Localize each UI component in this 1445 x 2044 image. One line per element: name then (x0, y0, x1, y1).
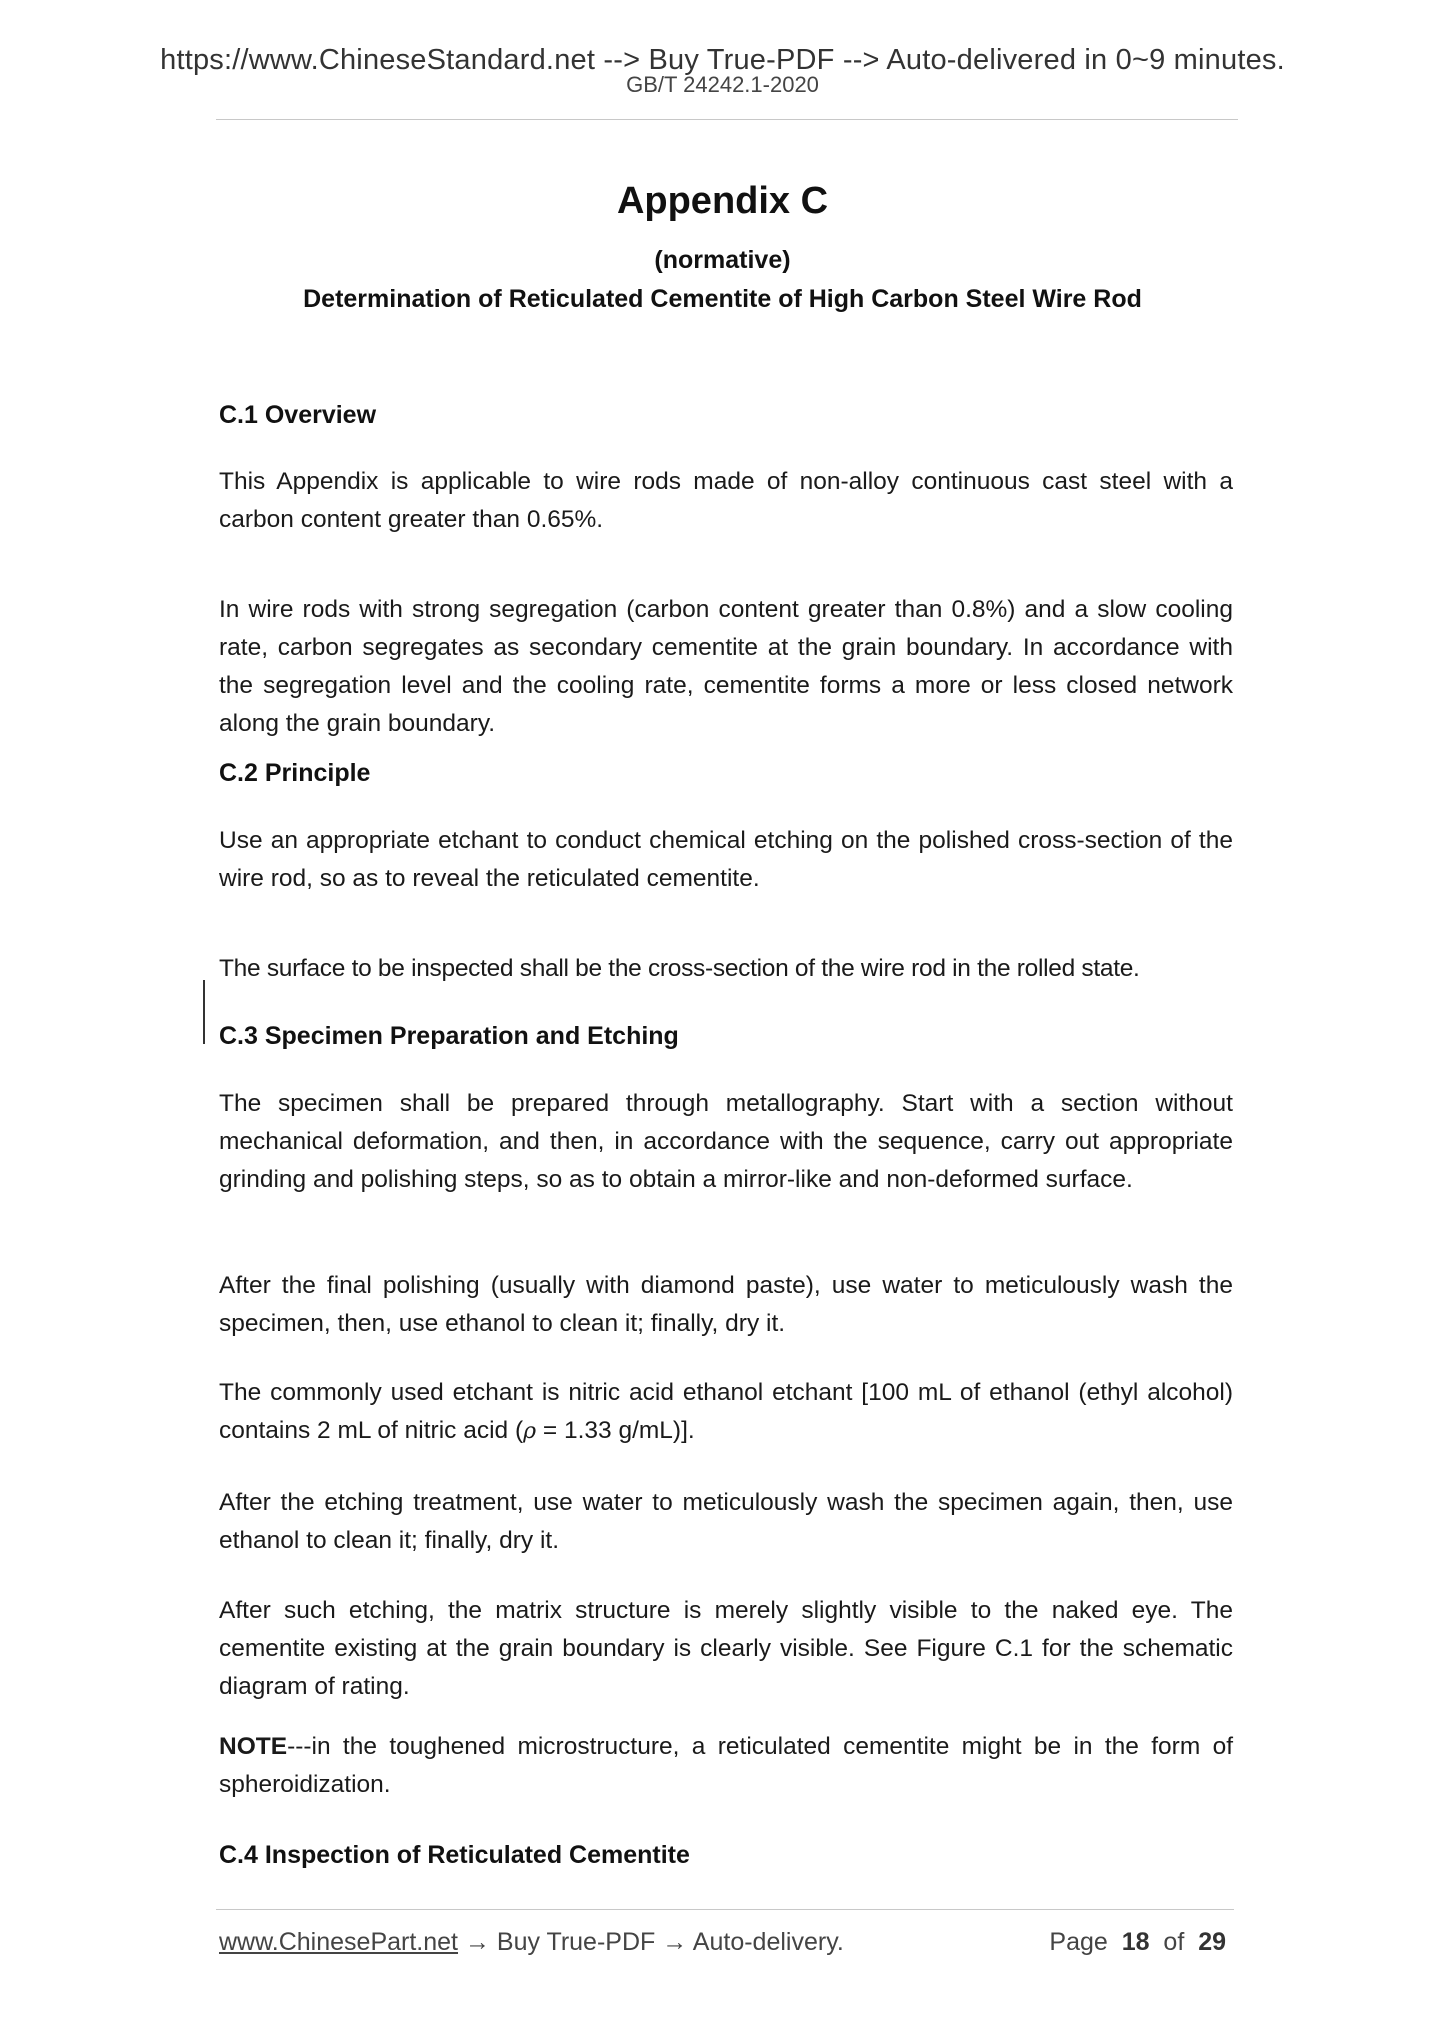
paragraph-c3-4: After the etching treatment, use water to meticulously wash the specimen again, then, use ethanol to clean it; finally, dry it. (219, 1489, 1233, 1554)
page-total: 29 (1198, 1928, 1226, 1956)
note-label: NOTE (219, 1733, 288, 1760)
paragraph-c2-1: Use an appropriate etchant to conduct chemical etching on the polished cross-section of the wire rod, so as to reveal the reticulated cementite. (219, 827, 1233, 892)
footer-promo (219, 1928, 844, 1957)
density-symbol: ρ (523, 1419, 537, 1444)
heading-c4: C.4 Inspection of Reticulated Cementite (219, 1841, 690, 1869)
note-text: ---in the toughened microstructure, a reticulated cementite might be in the form of spheroidization. (219, 1733, 1233, 1798)
paragraph-c3-2: After the final polishing (usually with diamond paste), use water to meticulously wash the specimen, then, use ethanol to clean it; finally, dry it. (219, 1272, 1233, 1337)
paragraph-c3-1: The specimen shall be prepared through metallography. Start with a section without mechanical deformation, and then, in accordance with the sequence, carry out appropriate grinding and polishing steps, so as to obtain a mirror-like and non-deformed surface. (219, 1090, 1233, 1193)
source-banner: https://www.ChineseStandard.net --> Buy True-PDF --> Auto-delivered in 0~9 minutes. (160, 44, 1285, 76)
chinesepart-link[interactable]: www.ChinesePart.net (219, 1928, 459, 1956)
header-divider (216, 119, 1238, 120)
appendix-type: (normative) (654, 246, 791, 274)
paragraph-c3-5: After such etching, the matrix structure is merely slightly visible to the naked eye. The cementite existing at the grain boundary is clearly visible. See Figure C.1 for the schematic diagram of rating. (219, 1597, 1233, 1700)
etchant-text-start: The commonly used etchant is nitric acid ethanol etchant [100 mL of ethanol (ethyl alcohol) contains 2 mL of nitric acid ( (219, 1379, 1233, 1444)
revision-change-bar (203, 980, 205, 1044)
page-of-label: of (1163, 1928, 1185, 1956)
paragraph-c1-1: This Appendix is applicable to wire rods made of non-alloy continuous cast steel with a carbon content greater than 0.65%. (219, 468, 1233, 533)
paragraph-c3-3 (219, 1374, 1233, 1451)
note-paragraph (219, 1728, 1233, 1804)
footer-divider (216, 1909, 1234, 1910)
standard-number: GB/T 24242.1-2020 (626, 72, 819, 97)
appendix-title: Appendix C (616, 180, 829, 222)
paragraph-c1-2: In wire rods with strong segregation (carbon content greater than 0.8%) and a slow cooling rate, carbon segregates as secondary cementite at the grain boundary. In accordance with the segregation level and the cooling rate, cementite forms a more or less closed network along the grain boundary. (219, 596, 1233, 737)
heading-c1: C.1 Overview (219, 401, 377, 429)
heading-c3: C.3 Specimen Preparation and Etching (219, 1022, 679, 1050)
paragraph-c2-2: The surface to be inspected shall be the cross-section of the wire rod in the rolled state. (219, 955, 1140, 982)
page-current: 18 (1121, 1928, 1150, 1956)
heading-c2: C.2 Principle (219, 759, 371, 787)
footer-promo-text: → Buy True-PDF → Auto-delivery. (458, 1928, 844, 1956)
appendix-subtitle: Determination of Reticulated Cementite of High Carbon Steel Wire Rod (303, 285, 1142, 313)
page-number (1049, 1928, 1226, 1957)
page-label: Page (1049, 1928, 1108, 1956)
etchant-text-end: = 1.33 g/mL)]. (536, 1417, 695, 1444)
